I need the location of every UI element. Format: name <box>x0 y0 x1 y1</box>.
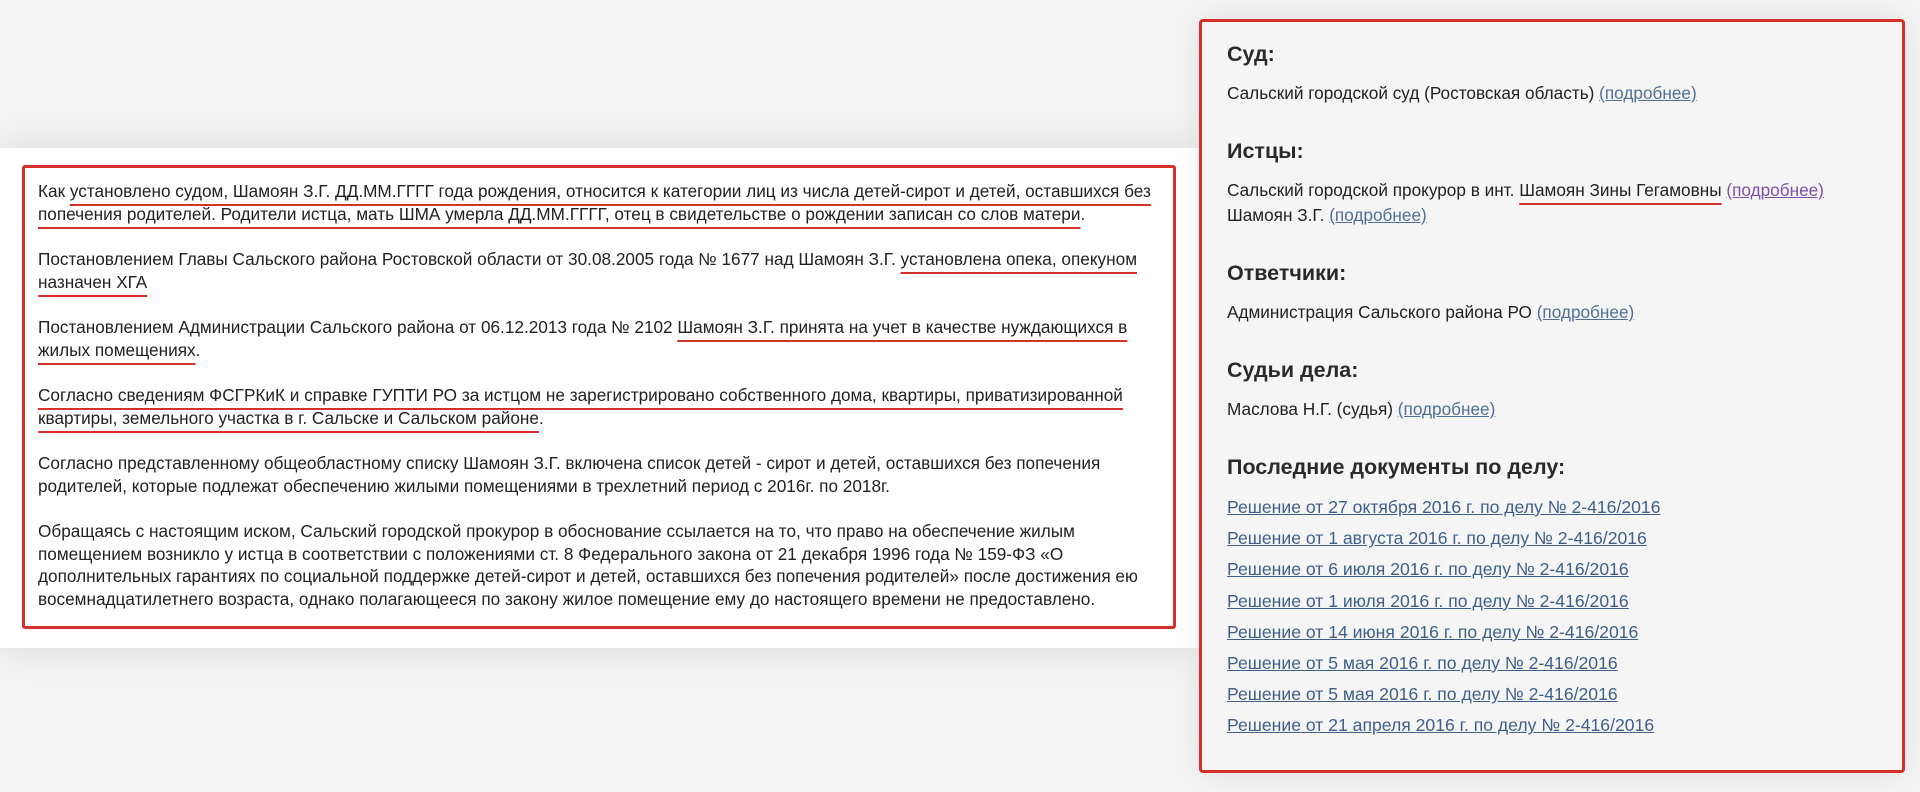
judge-more-link[interactable]: (подробнее) <box>1397 399 1496 419</box>
excerpt-paragraph <box>38 384 1163 429</box>
paragraph-text: Постановлением Администрации Сальского района от 06.12.2013 года № 2102 <box>38 317 678 337</box>
excerpt-paragraph <box>38 248 1163 293</box>
decision-excerpt-panel <box>22 165 1176 629</box>
excerpt-paragraph <box>38 180 1163 225</box>
plaintiff-1-name: Шамоян Зины Гегамовны <box>1519 180 1722 200</box>
court-more-link[interactable]: (подробнее) <box>1599 83 1697 103</box>
document-link[interactable]: Решение от 27 октября 2016 г. по делу № 2-416/2016 <box>1227 497 1661 517</box>
document-link[interactable]: Решение от 14 июня 2016 г. по делу № 2-416/2016 <box>1227 621 1639 642</box>
paragraph-text: Согласно представленному общеобластному списку Шамоян З.Г. включена список детей - сирот и детей, оставшихся без попечения родителей, которые подлежат обеспечению жилыми помещениями в трехлетний период с 2016г. по 2018г. <box>38 453 1101 496</box>
excerpt-paragraph <box>38 520 1163 610</box>
paragraph-text: Как <box>38 181 70 201</box>
defendant-more-link[interactable]: (подробнее) <box>1536 302 1635 322</box>
court-line <box>1227 81 1902 106</box>
document-link[interactable]: Решение от 1 августа 2016 г. по делу № 2-416/2016 <box>1227 528 1647 549</box>
defendant-line <box>1227 300 1902 325</box>
document-link[interactable]: Решение от 1 июля 2016 г. по делу № 2-416/2016 <box>1227 590 1629 611</box>
plaintiff-1-more-link[interactable]: (подробнее) <box>1726 180 1824 200</box>
plaintiff-2-more-link[interactable]: (подробнее) <box>1329 205 1427 225</box>
underlined-text: Согласно сведениям ФСГРКиК и справке ГУПТИ РО за истцом не зарегистрировано собственного дома, квартиры, приватизированной квартиры, земельного участка в г. Сальске и Сальском районе <box>38 385 1123 428</box>
defendants-section <box>1227 261 1902 325</box>
judges-section <box>1227 358 1902 422</box>
judge-name: Маслова Н.Г. (судья) <box>1227 399 1394 419</box>
documents-list <box>1227 492 1902 742</box>
excerpt-paragraphs <box>38 180 1163 610</box>
judges-heading: Судьи дела: <box>1227 358 1359 382</box>
judge-line <box>1227 397 1902 422</box>
excerpt-paragraph <box>38 452 1163 497</box>
defendants-heading: Ответчики: <box>1227 261 1347 285</box>
plaintiff-1 <box>1227 178 1902 203</box>
document-link[interactable]: Решение от 5 мая 2016 г. по делу № 2-416/2016 <box>1227 653 1618 674</box>
documents-section <box>1227 455 1902 742</box>
plaintiff-2-name: Шамоян З.Г. <box>1227 205 1325 225</box>
underlined-text: установлено судом, Шамоян З.Г. ДД.ММ.ГГГГ года рождения, относится к категории лиц из числа детей-сирот и детей, оставшихся без попечения родителей. Родители истца, мать ШМА умерла ДД.ММ.ГГГГ, отец в свидетельстве о рождении записан со слов матери <box>38 181 1151 224</box>
defendant-name: Администрация Сальского района РО <box>1227 302 1532 322</box>
case-info-panel <box>1199 19 1905 773</box>
paragraph-text: . <box>1080 203 1086 224</box>
document-link[interactable]: Решение от 6 июля 2016 г. по делу № 2-416/2016 <box>1227 559 1629 580</box>
underlined-text: Шамоян З.Г. принята на учет в качестве нуждающихся в жилых помещениях <box>38 317 1128 360</box>
plaintiffs-heading: Истцы: <box>1227 139 1304 163</box>
plaintiff-1-prefix: Сальский городской прокурор в инт. <box>1227 180 1520 200</box>
plaintiff-2 <box>1227 203 1902 228</box>
documents-heading: Последние документы по делу: <box>1227 455 1566 479</box>
document-link[interactable]: Решение от 21 апреля 2016 г. по делу № 2-416/2016 <box>1227 715 1655 736</box>
document-link[interactable]: Решение от 5 мая 2016 г. по делу № 2-416/2016 <box>1227 684 1618 705</box>
excerpt-paragraph <box>38 316 1163 361</box>
plaintiffs-section <box>1227 139 1902 228</box>
underlined-text: установлена опека, опекуном назначен ХГА <box>38 249 1138 292</box>
paragraph-text: . <box>538 407 544 428</box>
court-heading: Суд: <box>1227 42 1275 66</box>
paragraph-text: Обращаясь с настоящим иском, Сальский городской прокурор в обоснование ссылается на то, что право на обеспечение жилым помещением возникло у истца в соответствии с положениями ст. 8 Федерального закона от 21 декабря 1996 года № 159-ФЗ «О дополнительных гарантиях по социальной поддержке детей-сирот и детей, оставшихся без попечения родителей» после достижения ею восемнадцатилетнего возраста, однако полагающееся по закону жилое помещение ему до настоящего времени не предоставлено. <box>38 521 1138 609</box>
court-name: Сальский городской суд (Ростовская область) <box>1227 83 1595 103</box>
paragraph-text: . <box>195 339 201 360</box>
court-section <box>1227 42 1902 106</box>
paragraph-text: Постановлением Главы Сальского района Ростовской области от 30.08.2005 года № 1677 над Шамоян З.Г. <box>38 249 901 269</box>
